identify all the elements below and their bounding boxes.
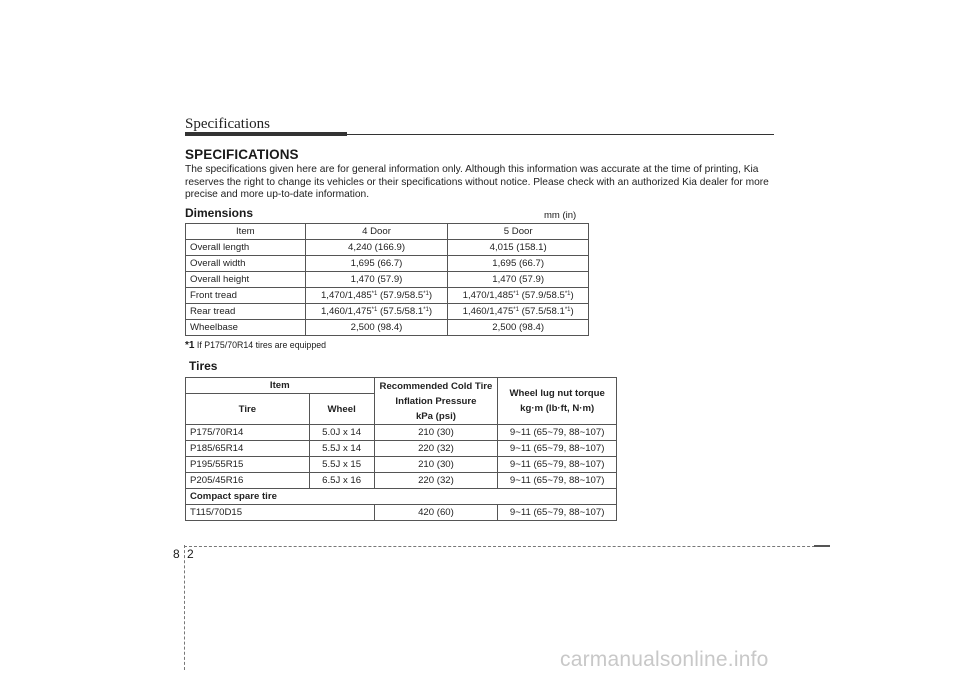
footer-divider (184, 545, 185, 670)
cell-value: (57.9/58.5 (377, 290, 424, 301)
cell-value: (57.5/58.1 (518, 306, 565, 317)
header-line: Wheel lug nut torque (509, 388, 605, 399)
footnote-ref: *1 (513, 307, 519, 313)
compact-spare-label: Compact spare tire (186, 489, 617, 505)
footnote-ref: *1 (423, 307, 429, 313)
cell-pressure: 210 (30) (374, 425, 498, 441)
page-number: 2 (187, 547, 194, 561)
footnote-marker: *1 (185, 340, 195, 351)
table-row (186, 505, 617, 521)
cell-4door: 1,695 (66.7) (305, 256, 448, 272)
cell-tire: T115/70D15 (186, 505, 375, 521)
cell-value: 1,470/1,485 (320, 290, 372, 301)
cell-tire: P205/45R16 (186, 473, 310, 489)
cell-pressure: 220 (32) (374, 473, 498, 489)
row-label: Wheelbase (186, 320, 306, 336)
cell-wheel: 5.0J x 14 (309, 425, 374, 441)
cell-value: ) (570, 290, 574, 301)
row-label: Front tread (186, 288, 306, 304)
table-row (186, 473, 617, 489)
header-line: Inflation Pressure (395, 395, 477, 407)
row-label: Overall height (186, 272, 306, 288)
cell-tire: P195/55R15 (186, 457, 310, 473)
table-row (186, 441, 617, 457)
footnote-ref: *1 (371, 307, 378, 313)
tires-table (185, 377, 617, 521)
cell-5door: 1,695 (66.7) (448, 256, 589, 272)
cell-value: ) (428, 290, 433, 301)
cell-wheel: 6.5J x 16 (309, 473, 374, 489)
cell-torque: 9~11 (65~79, 88~107) (498, 425, 617, 441)
cell-torque: 9~11 (65~79, 88~107) (498, 441, 617, 457)
cell-5door: 2,500 (98.4) (448, 320, 589, 336)
page-title: SPECIFICATIONS (185, 147, 299, 162)
dimensions-heading: Dimensions (185, 206, 254, 220)
cell-wheel: 5.5J x 15 (309, 457, 374, 473)
table-row (186, 320, 589, 336)
footnote-ref: *1 (423, 291, 429, 297)
column-header: 4 Door (305, 224, 448, 240)
cell-value: 1,460/1,475 (320, 306, 372, 317)
row-label: Rear tread (186, 304, 306, 320)
cell-5door (448, 304, 589, 320)
cell-torque: 9~11 (65~79, 88~107) (498, 505, 617, 521)
cell-5door (448, 288, 589, 304)
footnote-text: If P175/70R14 tires are equipped (194, 340, 327, 350)
footnote (185, 340, 326, 351)
column-header-pressure (374, 378, 498, 425)
table-header-row (186, 224, 589, 240)
watermark: carmanualsonline.info (560, 648, 769, 671)
table-header-row (186, 378, 617, 394)
footnote-ref: *1 (513, 291, 519, 297)
table-row (186, 272, 589, 288)
cell-value: (57.9/58.5 (518, 290, 565, 301)
column-header: 5 Door (448, 224, 589, 240)
table-row (186, 457, 617, 473)
footer-rule (184, 546, 830, 547)
dimensions-table (185, 223, 589, 336)
table-row (186, 240, 589, 256)
footer-rule-end (814, 545, 830, 547)
cell-5door: 4,015 (158.1) (448, 240, 589, 256)
tires-heading: Tires (189, 359, 218, 373)
cell-value: ) (570, 306, 574, 317)
cell-tire: P175/70R14 (186, 425, 310, 441)
cell-4door: 2,500 (98.4) (305, 320, 448, 336)
cell-value: 1,470/1,485 (462, 290, 514, 301)
cell-pressure: 220 (32) (374, 441, 498, 457)
section-title: Specifications (185, 116, 270, 132)
header-line: Recommended Cold Tire (379, 380, 493, 392)
cell-torque: 9~11 (65~79, 88~107) (498, 457, 617, 473)
table-row (186, 288, 589, 304)
footnote-ref: *1 (564, 291, 571, 297)
column-header-item: Item (186, 378, 375, 394)
cell-5door: 1,470 (57.9) (448, 272, 589, 288)
cell-4door: 4,240 (166.9) (305, 240, 448, 256)
header-line: kg·m (lb·ft, N·m) (520, 403, 595, 414)
cell-4door (305, 304, 448, 320)
cell-torque: 9~11 (65~79, 88~107) (498, 473, 617, 489)
column-header-tire: Tire (186, 394, 310, 425)
dimensions-units: mm (in) (544, 210, 577, 221)
footnote-ref: *1 (371, 291, 378, 297)
table-row (186, 489, 617, 505)
cell-4door: 1,470 (57.9) (305, 272, 448, 288)
footnote-ref: *1 (564, 307, 571, 313)
cell-value: ) (428, 306, 433, 317)
cell-pressure: 210 (30) (374, 457, 498, 473)
row-label: Overall width (186, 256, 306, 272)
column-header-torque (498, 378, 617, 425)
cell-wheel: 5.5J x 14 (309, 441, 374, 457)
header-line: kPa (psi) (415, 410, 456, 422)
cell-value: 1,460/1,475 (462, 306, 514, 317)
table-row (186, 425, 617, 441)
cell-value: (57.5/58.1 (377, 306, 424, 317)
intro-paragraph: The specifications given here are for general information only. Although this information was accurate at the time of printing, Kia reserves the right to change its vehicles or their specifications without notice. Please check with an authorized Kia dealer for more precise and more up-to-date information. (185, 164, 769, 201)
cell-pressure: 420 (60) (374, 505, 498, 521)
column-header-wheel: Wheel (309, 394, 374, 425)
cell-tire: P185/65R14 (186, 441, 310, 457)
column-header: Item (186, 224, 306, 240)
page-chapter: 8 (173, 547, 180, 561)
table-row (186, 256, 589, 272)
table-row (186, 304, 589, 320)
row-label: Overall length (186, 240, 306, 256)
header-rule-accent (185, 132, 347, 136)
cell-4door (305, 288, 448, 304)
